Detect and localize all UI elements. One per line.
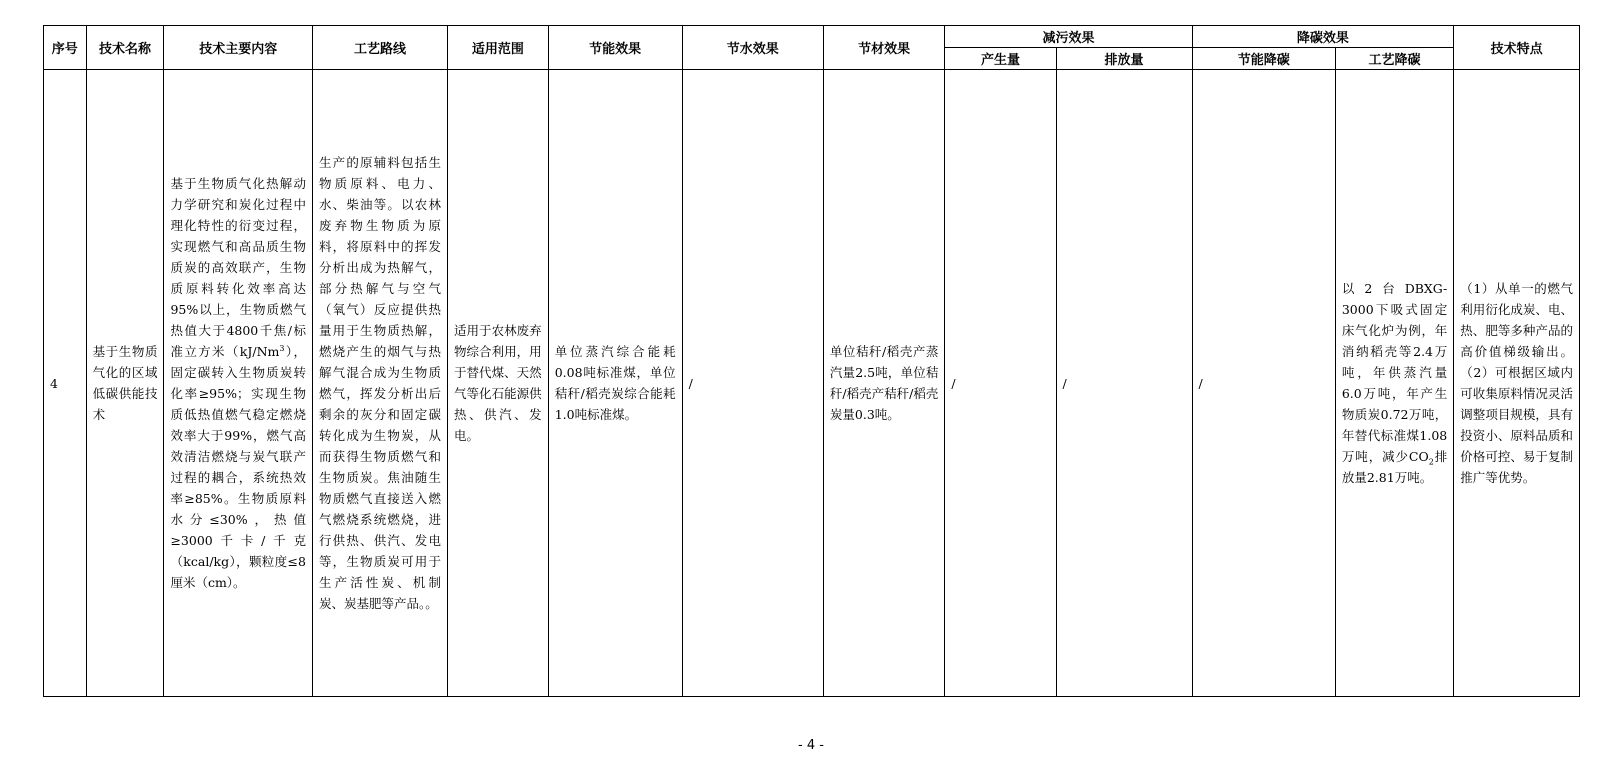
cell-carbon-process xyxy=(1335,70,1453,697)
header-energy: 节能效果 xyxy=(548,26,682,70)
content-text-a: 基于生物质气化热解动力学研究和炭化过程中理化特性的衍变过程，实现燃气和高品质生物质炭的高效联产，生物质原料转化效率高达95%以上，生物质燃气热值大于4800千焦/标准立方米（kJ/Nm xyxy=(170,176,306,359)
header-pollution-generated: 产生量 xyxy=(945,48,1056,70)
technology-table xyxy=(43,25,1580,697)
cell-features: （1）从单一的燃气利用衍化成炭、电、热、肥等多种产品的高价值梯级输出。（2）可根据区域内可收集原料情况灵活调整项目规模，具有投资小、原料品质和价格可控、易于复制推广等优势。 xyxy=(1454,70,1580,697)
cell-pollution-emitted: / xyxy=(1056,70,1192,697)
cell-water: / xyxy=(682,70,823,697)
subscript-2: 2 xyxy=(1428,457,1434,467)
header-no: 序号 xyxy=(44,26,87,70)
page-number: - 4 - xyxy=(798,738,824,753)
cell-content xyxy=(164,70,313,697)
cell-carbon-energy: / xyxy=(1192,70,1335,697)
cell-route: 生产的原辅料包括生物质原料、电力、水、柴油等。以农林废弃物生物质为原料，将原料中的挥发分析出成为热解气，部分热解气与空气（氧气）反应提供热量用于生物质热解，燃烧产生的烟气与热解气混合成为生物质燃气，挥发分析出后剩余的灰分和固定碳转化成为生物炭，从而获得生物质燃气和生物质炭。焦油随生物质燃气直接送入燃气燃烧系统燃烧，进行供热、供汽、发电等，生物质炭可用于生产活性炭、机制炭、炭基肥等产品。。 xyxy=(312,70,447,697)
cell-pollution-generated: / xyxy=(945,70,1056,697)
superscript-3: 3 xyxy=(279,343,285,353)
header-carbon-energy: 节能降碳 xyxy=(1192,48,1335,70)
header-content: 技术主要内容 xyxy=(164,26,313,70)
carbon-text-a: 以2台DBXG-3000下吸式固定床气化炉为例，年消纳稻壳等2.4万吨，年供蒸汽量6.0万吨，年产生物质炭0.72万吨，年替代标准煤1.08万吨，减少CO xyxy=(1341,281,1448,464)
header-pollution: 减污效果 xyxy=(945,26,1192,48)
header-features: 技术特点 xyxy=(1454,26,1580,70)
carbon-text-b: 排放量2.81万吨。 xyxy=(1341,449,1448,485)
header-material: 节材效果 xyxy=(823,26,945,70)
header-name: 技术名称 xyxy=(86,26,164,70)
header-route: 工艺路线 xyxy=(312,26,447,70)
header-carbon: 降碳效果 xyxy=(1192,26,1454,48)
header-scope: 适用范围 xyxy=(447,26,548,70)
header-pollution-emitted: 排放量 xyxy=(1056,48,1192,70)
header-carbon-process: 工艺降碳 xyxy=(1335,48,1453,70)
cell-scope: 适用于农林废弃物综合利用，用于替代煤、天然气等化石能源供热、供汽、发电。 xyxy=(447,70,548,697)
cell-energy: 单位蒸汽综合能耗0.08吨标准煤，单位秸秆/稻壳炭综合能耗1.0吨标准煤。 xyxy=(548,70,682,697)
cell-no: 4 xyxy=(44,70,87,697)
table-row xyxy=(44,70,1580,697)
cell-name: 基于生物质气化的区域低碳供能技术 xyxy=(86,70,164,697)
cell-material: 单位秸秆/稻壳产蒸汽量2.5吨，单位秸秆/稻壳产秸秆/稻壳炭量0.3吨。 xyxy=(823,70,945,697)
content-text-b: ），固定碳转入生物质炭转化率≥95%；实现生物质低热值燃气稳定燃烧效率大于99%，燃气高效清洁燃烧与炭气联产过程的耦合，系统热效率≥85%。生物质原料水分≤30%，热值≥3000千卡/千克（kcal/kg），颗粒度≤8厘米（cm）。 xyxy=(170,344,306,590)
header-water: 节水效果 xyxy=(682,26,823,70)
